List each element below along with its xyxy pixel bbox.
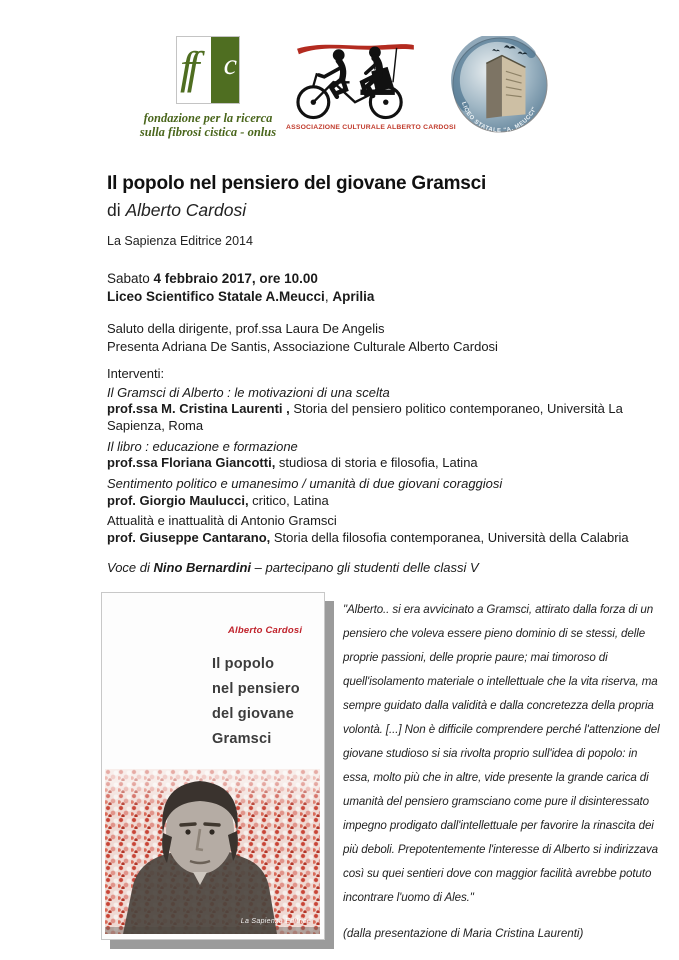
school-badge-icon bbox=[451, 36, 549, 134]
voce-suffix: – partecipano gli studenti delle classi V bbox=[251, 560, 479, 576]
book-cover-title bbox=[212, 652, 300, 752]
greeting-line1: Saluto della dirigente, prof.ssa Laura De Angelis bbox=[107, 321, 385, 337]
session-2-topic: Il libro : educazione e formazione bbox=[107, 438, 298, 454]
event-when-where bbox=[107, 270, 652, 306]
session-3-speaker-line bbox=[107, 493, 652, 510]
ffc-caption bbox=[138, 111, 278, 139]
venue-city: Aprilia bbox=[332, 289, 375, 305]
association-caption: ASSOCIAZIONE CULTURALE ALBERTO CARDOSI bbox=[286, 124, 456, 131]
event-date-line bbox=[107, 270, 652, 288]
book-publisher-small: La Sapienza Editrice bbox=[240, 918, 311, 925]
date-prefix: Sabato bbox=[107, 270, 154, 286]
ffc-foundation-logo bbox=[138, 36, 278, 139]
venue-sep: , bbox=[324, 289, 333, 305]
book-cover-author: Alberto Cardosi bbox=[228, 625, 303, 636]
ffc-caption-line2: sulla fibrosi cistica - onlus bbox=[139, 125, 277, 139]
ffc-letters-ff: ff bbox=[180, 42, 194, 93]
session-2-speaker: prof.ssa Floriana Giancotti, bbox=[107, 455, 276, 471]
byline bbox=[107, 200, 652, 221]
greeting-block bbox=[107, 320, 652, 355]
session-3-topic: Sentimento politico e umanesimo / umanità di due giovani coraggiosi bbox=[107, 475, 503, 491]
event-venue-line bbox=[107, 288, 652, 306]
page-title: Il popolo nel pensiero del giovane Gramsci bbox=[107, 173, 487, 194]
school-caption: LICEO STATALE "A. MEUCCI" bbox=[460, 101, 539, 134]
session-4-role: Storia della filosofia contemporanea, Università della Calabria bbox=[270, 529, 629, 545]
gramsci-portrait-photo bbox=[105, 769, 320, 934]
venue-name: Liceo Scientifico Statale A.Meucci bbox=[107, 289, 325, 305]
session-2 bbox=[107, 439, 652, 472]
tandem-bicycle-icon bbox=[289, 37, 421, 123]
ffc-caption-line1: fondazione per la ricerca bbox=[143, 111, 273, 125]
session-4-speaker-line bbox=[107, 530, 652, 547]
interventi-label: Interventi: bbox=[107, 365, 165, 381]
ffc-letter-c: c bbox=[223, 48, 237, 81]
session-1-topic: Il Gramsci di Alberto : le motivazioni di una scelta bbox=[107, 384, 390, 400]
quote-block bbox=[343, 598, 665, 940]
book-title-line1: Il popolo bbox=[212, 656, 275, 672]
book-title-line3: del giovane bbox=[212, 706, 294, 722]
quote-text: "Alberto.. si era avvicinato a Gramsci, attirato dalla forza di un pensiero che voleva essere pieno dominio di se stessi, delle proprie passioni, delle proprie paure; mai timoroso di quell'isolamento materiale o intellettuale che la vita riserva, ma sempre guidato dalla validità e dalla concretezza della propria volontà. [...] Non è difficile comprendere perché l'attenzione del giovane studioso si sia rivolta proprio sull'idea di popolo: in essa, molto più che in altre, vide presente la grande carica di umanità del pensiero gramsciano come pure il disinteressato impegno prodigato dall'intellettuale per favorire la rinascita dei più deboli. Prepotentemente l'interesse di Alberto si indirizzava così su quei sentieri dove con maggior facilità avrebbe potuto incontrare l'uomo di Ales." bbox=[343, 603, 660, 904]
voce-prefix: Voce di bbox=[107, 560, 154, 576]
session-2-role: studiosa di storia e filosofia, Latina bbox=[275, 455, 478, 471]
school-logo bbox=[451, 36, 549, 134]
session-4-speaker: prof. Giuseppe Cantarano, bbox=[107, 529, 271, 545]
book-title-line4: Gramsci bbox=[212, 731, 272, 747]
session-4 bbox=[107, 513, 652, 546]
publisher-line: La Sapienza Editrice 2014 bbox=[107, 233, 253, 248]
gramsci-portrait-icon bbox=[105, 769, 320, 934]
book-title-line2: nel pensiero bbox=[212, 681, 300, 697]
byline-prefix: di bbox=[107, 199, 126, 220]
date-bold: 4 febbraio 2017, ore 10.00 bbox=[153, 270, 318, 286]
session-1-speaker-line bbox=[107, 401, 652, 434]
session-4-topic: Attualità e inattualità di Antonio Gramsci bbox=[107, 513, 337, 529]
book-cover bbox=[101, 592, 325, 940]
session-1-speaker: prof.ssa M. Cristina Laurenti , bbox=[107, 401, 290, 417]
quote-credit: (dalla presentazione di Maria Cristina Laurenti) bbox=[343, 927, 584, 940]
session-3-speaker: prof. Giorgio Maulucci, bbox=[107, 492, 249, 508]
event-details bbox=[107, 173, 652, 575]
voce-line bbox=[107, 560, 652, 575]
greeting-line2: Presenta Adriana De Santis, Associazione Culturale Alberto Cardosi bbox=[107, 338, 498, 354]
session-1-role: Storia del pensiero politico contemporaneo, Università La Sapienza, Roma bbox=[107, 401, 623, 434]
ffc-logo-mark bbox=[176, 36, 240, 104]
session-1 bbox=[107, 385, 652, 435]
voce-name: Nino Bernardini bbox=[153, 560, 252, 576]
session-2-speaker-line bbox=[107, 455, 652, 472]
session-3-role: critico, Latina bbox=[248, 492, 329, 508]
session-3 bbox=[107, 476, 652, 509]
byline-author: Alberto Cardosi bbox=[125, 199, 247, 220]
association-logo bbox=[286, 37, 456, 131]
